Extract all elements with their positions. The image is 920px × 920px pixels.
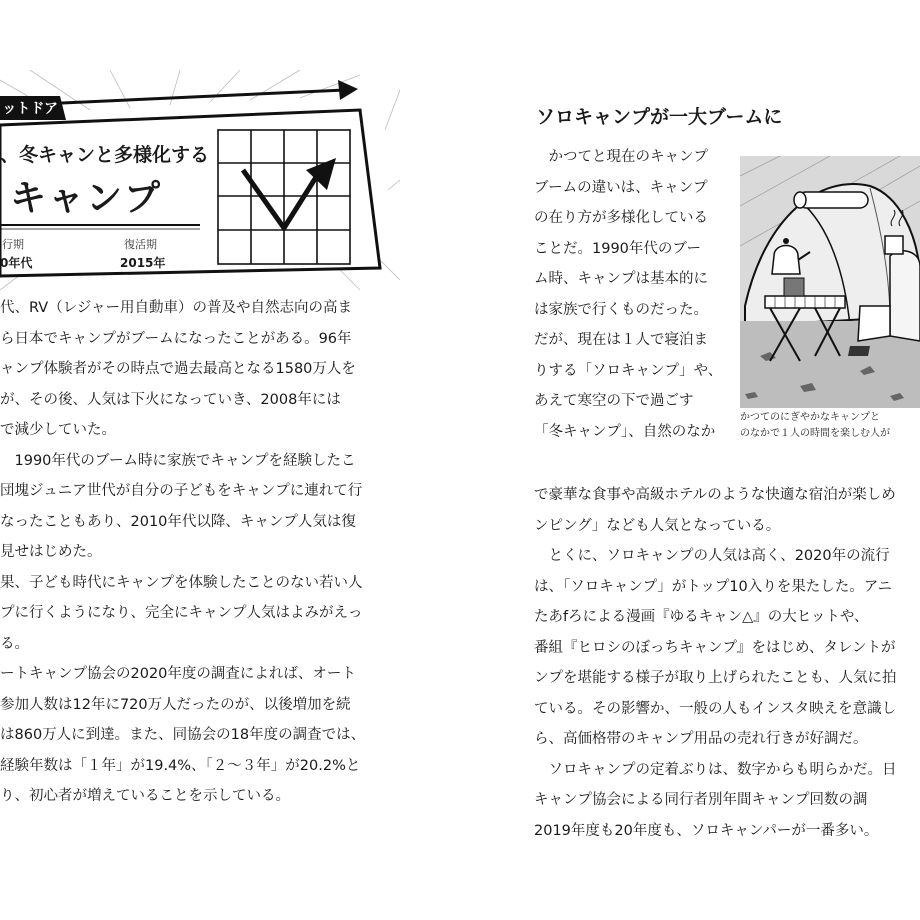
body-line: で減少していた。 <box>0 422 116 438</box>
left-body-text <box>0 293 365 812</box>
body-line: る。 <box>0 635 29 652</box>
body-line: の在り方が多様化している <box>534 210 708 226</box>
caption-line: かつてのにぎやかなキャンプと <box>740 412 880 423</box>
body-line: は家族で行くものだった。 <box>534 301 708 318</box>
period-1-year: 0年代 <box>0 256 33 270</box>
body-line: 「冬キャンプ」、自然のなか <box>534 423 716 440</box>
body-line: たあfろによる漫画『ゆるキャン△』の大ヒットや、 <box>534 609 869 625</box>
body-line: りする「ソロキャンプ」や、 <box>534 362 723 379</box>
body-line: 番組『ヒロシのぼっちキャンプ』をはじめ、タレントが <box>534 639 896 656</box>
body-line: ている。その影響か、一般の人もインスタ映えを意識し <box>534 700 897 717</box>
right-body-narrow <box>534 142 722 447</box>
period-2-label: 復活期 <box>124 238 157 251</box>
banner-subtitle: 、冬キャンと多様化する <box>0 144 210 166</box>
body-line: だが、現在は１人で寝泊ま <box>534 332 708 348</box>
caption-line: のなかで１人の時間を楽しむ人が <box>740 428 890 439</box>
body-line: プに行くようになり、完全にキャンプ人気はよみがえっ <box>0 605 363 621</box>
body-line: とくに、ソロキャンプの人気は高く、2020年の流行 <box>534 548 890 564</box>
body-line: あえて寒空の下で過ごす <box>534 393 694 409</box>
body-line: で豪華な食事や高級ホテルのような快適な宿泊が楽しめ <box>534 487 896 503</box>
body-line: ら日本でキャンプがブームになったことがある。96年 <box>0 330 352 347</box>
body-line: ブームの違いは、キャンプ <box>534 179 708 196</box>
category-tag: ットドア <box>2 101 58 117</box>
body-line: ら、高価格帯のキャンプ用品の売れ行きが好調だ。 <box>534 731 868 747</box>
body-line: が、その後、人気は下火になっていき、2008年には <box>0 391 341 408</box>
body-line: り、初心者が増えていることを示している。 <box>0 788 290 804</box>
period-1-label: 行期 <box>2 238 24 251</box>
illustration-caption <box>740 410 890 442</box>
right-page <box>460 0 920 920</box>
body-line: ンピング」なども人気となっている。 <box>534 517 781 534</box>
body-line: は、「ソロキャンプ」がトップ10入りを果たした。アニ <box>534 578 893 595</box>
body-line: ートキャンプ協会の2020年度の調査によれば、オート <box>0 666 356 682</box>
body-line: 2019年度も20年度も、ソロキャンパーが一番多い。 <box>534 822 879 839</box>
body-line: 参加人数は12年に720万人だったのが、以後増加を続 <box>0 696 351 713</box>
body-line: 経験年数は「１年」が19.4%、「２〜３年」が20.2%と <box>0 757 361 774</box>
body-line: かつてと現在のキャンプ <box>534 149 708 165</box>
banner-title: キャンプ <box>10 178 163 219</box>
body-line: ことだ。1990年代のブー <box>534 240 701 257</box>
body-line: 果、子ども時代にキャンプを体験したことのない若い人 <box>0 574 363 591</box>
body-line: キャンプ協会による同行者別年間キャンプ回数の調 <box>534 792 868 808</box>
right-body-wide <box>534 480 897 846</box>
period-2-year: 2015年 <box>120 256 166 270</box>
body-line: ム時、キャンプは基本的に <box>534 271 708 287</box>
body-line: は860万人に到達。また、同協会の18年度の調査では、 <box>0 727 366 743</box>
body-line: ソロキャンプの定着ぶりは、数字からも明らかだ。日 <box>534 761 897 778</box>
body-line: 見せはじめた。 <box>0 544 102 560</box>
body-line: 1990年代のブーム時に家族でキャンプを経験したこ <box>0 452 356 469</box>
camping-illustration <box>740 156 920 408</box>
section-heading: ソロキャンプが一大ブームに <box>536 106 783 128</box>
body-line: ャンプ体験者がその時点で過去最高となる1580万人を <box>0 361 356 377</box>
body-line: なったこともあり、2010年代以降、キャンプ人気は復 <box>0 513 356 530</box>
body-line: 団塊ジュニア世代が自分の子どもをキャンプに連れて行 <box>0 483 363 499</box>
body-line: ンプを堪能する様子が取り上げられたことも、人気に拍 <box>534 670 897 686</box>
body-line: 代、RV（レジャー用自動車）の普及や自然志向の高ま <box>0 300 353 316</box>
